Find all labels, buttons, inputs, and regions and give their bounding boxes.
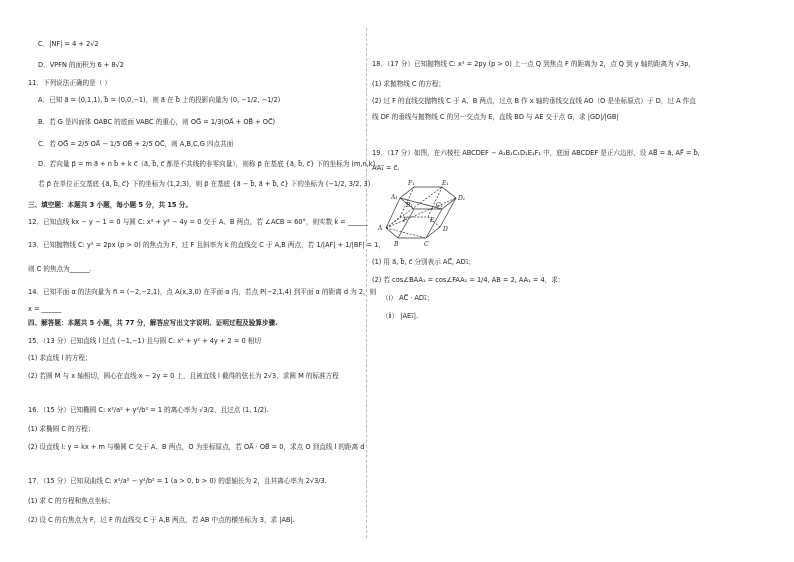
label-b: B <box>394 241 399 248</box>
question-18: 18．（17 分）已知抛物线 C: x² = 2py (p > 0) 上一点 Q 到焦点 F 的距离为 2，点 Q 到 y 轴的距离为 √3p， <box>372 60 696 68</box>
label-f1: F₁ <box>408 180 415 187</box>
question-12: 12．已知直线 kx − y − 1 = 0 与圆 C: x² + y² − 4y = 0 交于 A、B 两点，若 ∠ACB = 60°，则实数 k = ______ <box>28 218 368 226</box>
hexagonal-prism-figure <box>372 180 512 250</box>
question-15-part-1: (1) 求直线 l 的方程； <box>28 354 92 362</box>
question-17: 17．（15 分）已知双曲线 C: x²/a² − y²/b² = 1 (a > 0, b > 0) 的虚轴长为 2，且其离心率为 2√3/3. <box>28 477 327 485</box>
question-16-part-2: (2) 设直线 l: y = kx + m 与椭圆 C 交于 A、B 两点，O 为坐标原点，若 OA⃗ · OB⃗ = 0，求点 O 到直线 l 的距离 d <box>28 443 365 451</box>
question-14-cont: x = ______ <box>28 305 62 313</box>
q11-option-a: A．已知 a⃗ = (0,1,1), b⃗ = (0,0,−1)，则 a⃗ 在 b⃗ 上的投影向量为 (0, −1/2, −1/2) <box>38 96 281 104</box>
column-divider <box>366 28 367 538</box>
question-16: 16．（15 分）已知椭圆 C: x²/a² + y²/b² = 1 的离心率为 √3/2，且过点 (1, 1/2). <box>28 406 269 414</box>
question-13: 13．已知抛物线 C: y² = 2px (p > 0) 的焦点为 F，过 F 且斜率为 k 的直线交 C 于 A,B 两点，若 1/|AF| + 1/|BF| = 1， <box>28 241 385 249</box>
question-19-part-1: (1) 用 a⃗, b⃗, c⃗ 分别表示 AC⃗, AD₁⃗； <box>372 258 475 266</box>
question-18-part-1: (1) 求抛物线 C 的方程； <box>372 80 445 88</box>
question-14: 14．已知平面 α 的法向量为 n⃗ = (−2,−2,1)，点 A(x,3,0) 在平面 α 内，若点 P(−2,1,4) 到平面 α 的距离 d 为 2，则 <box>28 288 377 296</box>
label-a: A <box>378 225 383 232</box>
question-17-part-1: (1) 求 C 的方程和焦点坐标； <box>28 497 115 505</box>
q11-option-d-cont: 若 p⃗ 在单位正交基底 {a⃗, b⃗, c⃗} 下的坐标为 (1,2,3)，则 p⃗ 在基底 {a⃗ − b⃗, a⃗ + b⃗, c⃗} 下的坐标为 (−1/2, 3/2, 3) <box>38 180 371 188</box>
label-c: C <box>424 241 429 248</box>
question-15-part-2: (2) 若圆 M 与 x 轴相切，圆心在直线 x − 2y = 0 上，且被直线 l 截得的弦长为 2√3，求圆 M 的标准方程 <box>28 372 339 380</box>
label-c1: C₁ <box>436 202 443 209</box>
label-b1: B₁ <box>406 202 413 209</box>
label-d1: D₁ <box>458 195 466 202</box>
question-11-stem: 11．下列说法正确的是（ ） <box>28 79 112 87</box>
q11-option-b: B．若 G 是四面体 OABC 的底面 VABC 的重心，则 OG⃗ = 1/3(OA⃗ + OB⃗ + OC⃗) <box>38 118 276 126</box>
section-4-header: 四、解答题：本题共 5 小题，共 77 分，解答应写出文字说明、证明过程及验算步骤. <box>28 319 278 327</box>
option-c-text: C．|NF| = 4 + 2√2 <box>38 40 99 48</box>
edge-aa1 <box>386 198 400 228</box>
question-15: 15．（13 分）已知直线 l 过点 (−1,−1) 且与圆 C: x² + y² + 4y + 2 = 0 相切 <box>28 337 261 345</box>
label-e: E <box>430 217 435 224</box>
question-19-part-2: (2) 若 cos∠BAA₁ = cos∠FAA₁ = 1/4, AB = 2, AA₁ = 4，求： <box>372 276 565 284</box>
q11-option-d: D．若向量 p⃗ = m a⃗ + n b⃗ + k c⃗（a⃗, b⃗, c⃗ 都是不共线的非零向量），则称 p⃗ 在基底 {a⃗, b⃗, c⃗} 下的坐标为 (m,n,k)， <box>38 160 382 168</box>
question-19: 19．（17 分）如图，在六棱柱 ABCDEF − A₁B₁C₁D₁E₁F₁ 中，底面 ABCDEF 是正六边形，设 AB⃗ = a⃗, AF⃗ = b⃗, <box>372 149 700 157</box>
section-3-header: 三、填空题：本题共 3 小题，每小题 5 分，共 15 分。 <box>28 201 192 209</box>
label-d: D <box>443 226 448 233</box>
bottom-face-visible-edges <box>386 227 440 238</box>
question-19-part-2-i: （ⅰ） AC⃗ · AD₁⃗； <box>382 294 434 302</box>
option-d-text: D．VPFN 的面积为 6 + 8√2 <box>38 61 124 69</box>
label-f: F <box>403 217 408 224</box>
question-18-part-2-cont: 线 DF 的垂线与抛物线 C 的另一交点为 E，直线 BD 与 AE 交于点 G，求 |GD|/|GB| <box>372 113 619 121</box>
question-13-cont: 则 C 的焦点为______. <box>28 265 92 273</box>
question-17-part-2: (2) 设 C 的右焦点为 F，过 F 的直线交 C 于 A,B 两点，若 AB 中点的横坐标为 3，求 |AB|. <box>28 516 295 524</box>
question-19-cont: AA₁⃗ = c⃗. <box>372 164 400 172</box>
q11-option-c: C．若 OG⃗ = 2/5 OA⃗ − 1/5 OB⃗ + 2/5 OC⃗，则 A,B,C,G 四点共面 <box>38 140 234 148</box>
question-16-part-1: (1) 求椭圆 C 的方程； <box>28 425 95 433</box>
question-19-part-2-ii: （ⅱ） |AE₁⃗|. <box>382 312 419 320</box>
label-a1: A₁ <box>391 194 398 201</box>
question-18-part-2: (2) 过 F 的直线交抛物线 C 于 A、B 两点，过点 B 作 x 轴的垂线交直线 AO（O 是坐标原点）于 D，过 A 作直 <box>372 97 696 105</box>
label-e1: E₁ <box>442 180 449 187</box>
